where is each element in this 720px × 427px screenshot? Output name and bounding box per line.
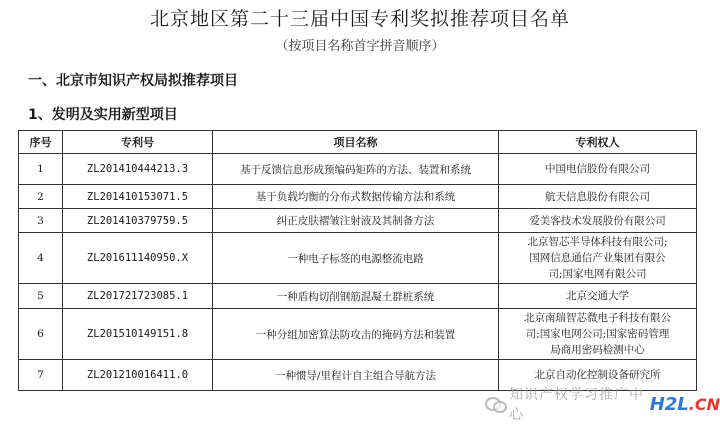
cell-project-name: 一种盾构切削钢筋混凝土群桩系统: [213, 284, 499, 309]
owner-line: 北京南瑞智芯微电子科技有限公: [524, 312, 671, 324]
owner-line: 中国电信股份有限公司: [545, 163, 650, 175]
cell-project-name: 基于负载均衡的分布式数据传输方法和系统: [213, 185, 499, 209]
table-row: [19, 233, 697, 284]
header-patent: 专利号: [63, 131, 213, 154]
cell-no: 4: [19, 233, 63, 284]
owner-line: 北京交通大学: [566, 290, 629, 302]
cell-patent: ZL201410379759.5: [63, 209, 213, 233]
cell-project-name: 一种电子标签的电源整流电路: [213, 233, 499, 284]
cell-project-name: 基于反馈信息形成预编码矩阵的方法、装置和系统: [213, 154, 499, 185]
owner-line: 北京智芯半导体科技有限公司;: [527, 236, 668, 248]
cell-no: 1: [19, 154, 63, 185]
table-row: [19, 154, 697, 185]
owner-line: 国网信息通信产业集团有限公: [529, 252, 666, 264]
subsection-heading: 1、发明及实用新型项目: [28, 107, 178, 123]
owner-line: 司;国家电网公司;国家密码管理: [525, 328, 670, 340]
cell-patent: ZL201510149151.8: [63, 309, 213, 360]
owner-line: 局商用密码检测中心: [550, 344, 645, 356]
table-row: [19, 284, 697, 309]
table-header-row: [19, 131, 697, 154]
cell-no: 2: [19, 185, 63, 209]
cell-project-name: 纠正皮肤褶皱注射液及其制备方法: [213, 209, 499, 233]
cell-project-name: 一种惯导/里程计自主组合导航方法: [213, 360, 499, 391]
cell-owner: [499, 233, 697, 284]
header-project-name: 项目名称: [213, 131, 499, 154]
cell-patent: ZL201721723085.1: [63, 284, 213, 309]
owner-line: 航天信息股份有限公司: [545, 190, 650, 203]
owner-line: 爱美客技术发展股份有限公司: [529, 214, 666, 227]
table-row: [19, 209, 697, 233]
cell-owner: [499, 309, 697, 360]
cell-patent: ZL201410444213.3: [63, 154, 213, 185]
document-subtitle: （按项目名称首字拼音顺序）: [275, 39, 445, 54]
watermark: [485, 387, 720, 423]
h2l-logo: H2L . CN: [649, 393, 720, 415]
section-heading: 一、北京市知识产权局拟推荐项目: [28, 73, 238, 89]
chat-bubble-icon: [485, 395, 505, 413]
cell-no: 6: [19, 309, 63, 360]
cell-owner: [499, 209, 697, 233]
table-row: [19, 309, 697, 360]
owner-line: 司;国家电网有限公司: [548, 268, 647, 280]
header-owner: 专利权人: [499, 131, 697, 154]
header-no: 序号: [19, 131, 63, 154]
project-table: [18, 130, 697, 391]
cell-patent: ZL201611140950.X: [63, 233, 213, 284]
cell-no: 7: [19, 360, 63, 391]
cell-no: 5: [19, 284, 63, 309]
owner-line: 北京自动化控制设备研究所: [534, 369, 661, 381]
cell-owner: [499, 185, 697, 209]
cell-owner: [499, 154, 697, 185]
cell-owner: [499, 284, 697, 309]
cell-patent: ZL201210016411.0: [63, 360, 213, 391]
table-row: [19, 185, 697, 209]
watermark-text: 知识产权学习推广中心: [509, 387, 645, 423]
cell-patent: ZL201410153071.5: [63, 185, 213, 209]
cell-project-name: 一种分组加密算法防攻击的掩码方法和装置: [213, 309, 499, 360]
cell-no: 3: [19, 209, 63, 233]
document-title: 北京地区第二十三届中国专利奖拟推荐项目名单: [149, 8, 570, 30]
